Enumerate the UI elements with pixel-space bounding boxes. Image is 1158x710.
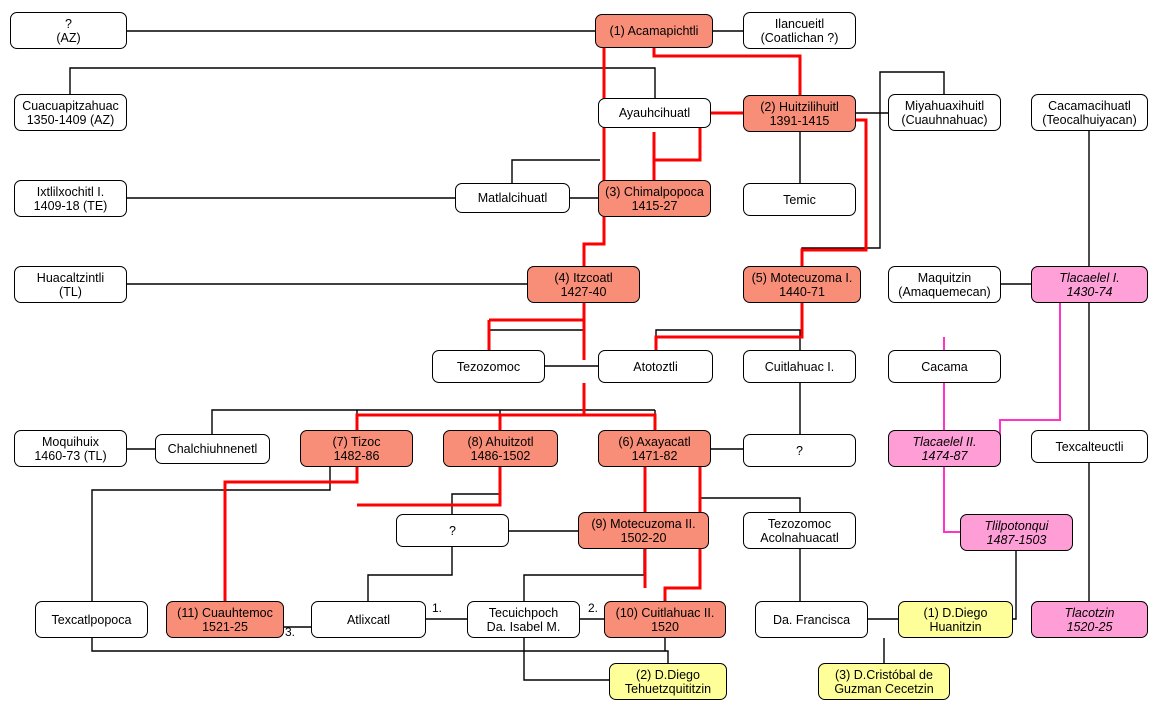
person-node-maquitzin (888, 266, 1001, 303)
person-node-line: Maquitzin (917, 270, 972, 285)
person-node-acamapichtli (595, 14, 713, 48)
person-node-line: Ayauhcihuatl (618, 106, 691, 120)
person-node-cuitlahuac2 (604, 601, 726, 638)
person-node-cacama (888, 350, 1001, 383)
person-node-line: (9) Motecuzoma II. (591, 516, 696, 531)
person-node-line: (6) Axayacatl (618, 434, 691, 449)
person-node-line: Atotoztli (633, 359, 678, 374)
person-node-line: (Teocalhuiyacan) (1042, 112, 1137, 127)
person-node-line: 1520-25 (1066, 619, 1113, 634)
person-node-line: 1482-86 (333, 448, 380, 463)
person-node-unknown2 (743, 434, 856, 467)
person-node-line: (Amaquemecan) (898, 284, 991, 299)
person-node-line: (11) Cuauhtemoc (177, 605, 273, 620)
person-node-line: Cacamacihuatl (1048, 98, 1131, 113)
person-node-line: ? (796, 443, 803, 458)
person-node-line: ? (449, 523, 456, 538)
person-node-line: (1) D.Diego (923, 605, 988, 620)
person-node-line: 1391-1415 (769, 113, 830, 128)
person-node-line: Tlacaelel II. (912, 434, 977, 449)
person-node-line: Temic (783, 192, 816, 207)
person-node-line: 1502-20 (620, 530, 667, 545)
person-node-line: 1487-1503 (986, 532, 1047, 547)
person-node-line: Tlacotzin (1064, 605, 1115, 620)
person-node-line: Moquihuix (42, 434, 99, 449)
person-node-line: 1474-87 (921, 448, 968, 463)
person-node-cuitlahuac1 (743, 350, 856, 383)
person-node-line: (3) D.Cristóbal de (835, 667, 933, 682)
person-node-texcatlpopoca (35, 601, 148, 638)
person-node-moquihuix (14, 430, 127, 467)
person-node-chalchiuhnenetl (155, 434, 270, 464)
person-node-line: (2) Huitzilihuitl (760, 99, 839, 114)
person-node-itzcoatl (527, 266, 640, 303)
person-node-line: Tehuetzquititzin (624, 681, 712, 696)
person-node-tlilpotonqui (960, 514, 1073, 551)
person-node-line: (10) Cuitlahuac II. (615, 605, 715, 620)
person-node-line: 1430-74 (1066, 284, 1113, 299)
person-node-tlacaelel2 (888, 430, 1001, 467)
person-node-line: Cuacuapitzahuac (22, 98, 119, 113)
person-node-line: 1350-1409 (AZ) (26, 112, 115, 127)
person-node-atotoztli (598, 350, 713, 383)
person-node-da-francisca (755, 601, 868, 638)
person-node-motecuzoma2 (578, 512, 709, 549)
marriage-order-label-2: 2. (588, 601, 599, 615)
person-node-dcristobal (818, 663, 950, 700)
person-node-line: Tezozomoc (767, 516, 832, 531)
person-node-line: 1521-25 (202, 619, 248, 634)
person-node-line: Tezozomoc (456, 359, 521, 374)
person-node-line: Miyahuaxihuitl (904, 98, 985, 113)
person-node-line: 1486-1502 (470, 448, 531, 463)
person-node-unknown-az (10, 12, 127, 49)
person-node-ixtlilxochitl (14, 180, 127, 217)
person-node-axayacatl (598, 430, 711, 467)
person-node-cacamacihuatl (1031, 94, 1148, 131)
person-node-tlacaelel1 (1031, 266, 1148, 303)
person-node-ddiego-tehuetz (609, 663, 727, 700)
person-node-line: 1520 (651, 619, 679, 634)
person-node-line: Ilancueitl (774, 16, 825, 31)
person-node-line: Tlacaelel I. (1059, 270, 1120, 285)
person-node-line: (4) Itzcoatl (554, 270, 613, 285)
person-node-line: Tlilpotonqui (984, 518, 1049, 533)
marriage-order-label-1: 1. (432, 601, 443, 615)
person-node-line: Da. Isabel M. (486, 619, 561, 634)
person-node-line: (1) Acamapichtli (609, 24, 699, 38)
person-node-line: (TL) (59, 284, 82, 299)
person-node-line: Texcalteuctli (1055, 439, 1124, 454)
person-node-line: 1409-18 (TE) (33, 198, 108, 213)
person-node-line: Da. Francisca (772, 612, 851, 627)
person-node-line: Cacama (921, 359, 968, 374)
person-node-line: (Cuauhnahuac) (901, 112, 988, 127)
person-node-line: (Coatlichan ?) (760, 30, 839, 45)
person-node-line: Ixtlilxochitl I. (36, 184, 105, 199)
person-node-line: (2) D.Diego (636, 667, 700, 682)
person-node-line: Cuitlahuac I. (764, 359, 835, 374)
person-node-tecuichpoch (467, 601, 580, 638)
person-node-line: 1471-82 (631, 448, 678, 463)
person-node-huitzilihuitl (743, 95, 856, 132)
person-node-huacaltzintli (14, 266, 127, 303)
person-node-tezozomoc-acol (743, 512, 856, 549)
person-node-cuauhtemoc (166, 601, 284, 638)
person-node-chimalpopoca (598, 180, 711, 217)
person-node-atlixcatl (311, 601, 426, 638)
person-node-line: 1460-73 (TL) (34, 448, 107, 463)
person-node-line: Matlalcihuatl (477, 191, 548, 205)
person-node-line: 1440-71 (779, 284, 825, 299)
person-node-line: (3) Chimalpopoca (605, 184, 704, 199)
person-node-temic (743, 183, 856, 216)
person-node-line: Atlixcatl (346, 612, 391, 627)
person-node-ilancueitl (743, 12, 856, 49)
person-node-ahuitzotl (443, 430, 558, 467)
person-node-line: (AZ) (56, 30, 81, 45)
person-node-line: 1415-27 (631, 198, 678, 213)
person-node-matlalcihuatl (455, 183, 570, 213)
person-node-miyahuaxihuitl (888, 94, 1001, 131)
person-node-line: (5) Motecuzoma I. (751, 270, 853, 285)
person-node-line: Tecuichpoch (488, 605, 559, 620)
marriage-order-label-3: 3. (285, 625, 296, 639)
person-node-line: Huacaltzintli (36, 270, 105, 285)
person-node-motecuzoma1 (743, 266, 861, 303)
person-node-tizoc (300, 430, 413, 467)
person-node-tlacotzin (1031, 601, 1148, 638)
person-node-line: (7) Tizoc (332, 434, 381, 449)
person-node-tezozomoc (432, 350, 545, 383)
person-node-texcalteuctli (1031, 430, 1148, 463)
person-node-line: Huanitzin (929, 619, 982, 634)
person-node-line: (8) Ahuitzotl (467, 434, 534, 449)
person-node-line: Acolnahuacatl (760, 530, 839, 545)
person-node-ddiego-huanitzin (898, 601, 1013, 638)
person-node-line: Guzman Cecetzin (834, 681, 934, 696)
person-node-unknown3 (396, 514, 509, 547)
person-node-line: 1427-40 (560, 284, 607, 299)
person-node-cuacuapitzahuac (14, 94, 127, 131)
person-node-line: Chalchiuhnenetl (167, 442, 258, 456)
person-node-ayauhcihuatl (598, 98, 711, 128)
person-node-line: ? (65, 16, 72, 31)
person-node-line: Texcatlpopoca (51, 612, 132, 627)
